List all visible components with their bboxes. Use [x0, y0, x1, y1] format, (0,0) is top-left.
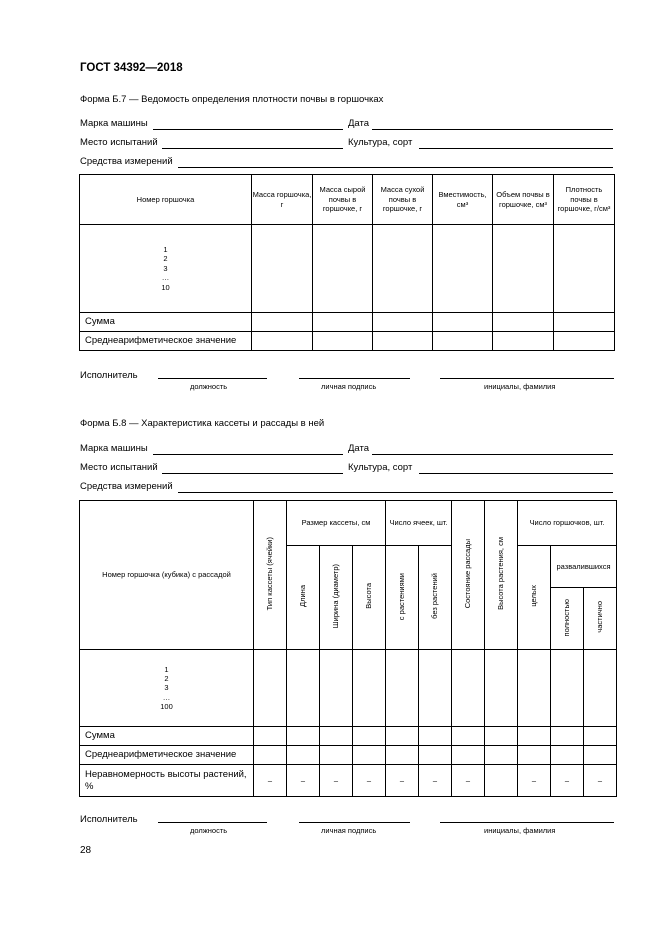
- executor-label: Исполнитель: [80, 370, 138, 381]
- row-numbers: 1 2 3 … 10: [80, 225, 252, 313]
- dash-cell: –: [320, 765, 353, 797]
- crop-label: Культура, сорт: [348, 462, 413, 473]
- table-cell[interactable]: [518, 650, 551, 727]
- row-mean-label: Среднеарифметическое значение: [80, 746, 254, 765]
- machine-line: [153, 454, 343, 455]
- col-plant-height: Высота растения, см: [485, 501, 518, 650]
- table-cell[interactable]: [386, 746, 419, 765]
- col-pots-count: Число горшочков, шт.: [518, 501, 617, 546]
- name-line: [440, 378, 614, 379]
- table-cell[interactable]: [551, 727, 584, 746]
- col-crumbling: развалившихся: [551, 546, 617, 588]
- col-width: Ширина (диаметр): [320, 546, 353, 650]
- col-partially: частично: [584, 588, 617, 650]
- means-line: [178, 492, 613, 493]
- table-cell[interactable]: [551, 746, 584, 765]
- table-cell[interactable]: [419, 746, 452, 765]
- name-caption: инициалы, фамилия: [484, 826, 556, 835]
- table-cell[interactable]: [287, 650, 320, 727]
- table-cell[interactable]: [485, 727, 518, 746]
- document-header: ГОСТ 34392—2018: [80, 62, 183, 74]
- table-cell[interactable]: [353, 727, 386, 746]
- position-line: [158, 378, 267, 379]
- date-label: Дата: [348, 118, 370, 129]
- row-mean-label: Среднеарифметическое значение: [80, 332, 252, 351]
- place-label: Место испытаний: [80, 462, 158, 473]
- col-pot-number: Номер горшочка (кубика) с рассадой: [80, 501, 254, 650]
- table-cell[interactable]: [254, 727, 287, 746]
- table-cell[interactable]: [373, 225, 433, 313]
- table-row: [80, 650, 617, 727]
- table-cell[interactable]: [433, 332, 493, 351]
- table-cell[interactable]: [485, 746, 518, 765]
- table-cell[interactable]: [320, 746, 353, 765]
- signature-caption: личная подпись: [321, 826, 377, 835]
- table-header-row: [80, 501, 617, 546]
- table-cell[interactable]: [313, 332, 373, 351]
- col-cells-count: Число ячеек, шт.: [386, 501, 452, 546]
- crop-line: [419, 473, 613, 474]
- col-soil-density: Плотность почвы в горшочке, г/см³: [554, 175, 615, 225]
- table-cell[interactable]: [252, 313, 313, 332]
- dash-cell: –: [386, 765, 419, 797]
- table-cell[interactable]: [419, 650, 452, 727]
- means-line: [178, 167, 613, 168]
- dash-cell: –: [551, 765, 584, 797]
- col-cassette-type: Тип кассеты (ячейки): [254, 501, 287, 650]
- place-label: Место испытаний: [80, 137, 158, 148]
- table-cell[interactable]: [353, 746, 386, 765]
- table-cell[interactable]: [287, 727, 320, 746]
- row-sum-label: Сумма: [80, 727, 254, 746]
- table-row: [80, 332, 615, 351]
- row-unevenness-label: Неравномерность высоты растений, %: [80, 765, 254, 797]
- table-cell[interactable]: [584, 650, 617, 727]
- table-cell[interactable]: [584, 727, 617, 746]
- table-row: [80, 313, 615, 332]
- table-cell[interactable]: [252, 332, 313, 351]
- position-caption: должность: [190, 826, 228, 835]
- col-dry-soil-mass: Масса сухой почвы в горшочке, г: [373, 175, 433, 225]
- table-cell[interactable]: [254, 746, 287, 765]
- col-capacity: Вместимость, см³: [433, 175, 493, 225]
- table-cell[interactable]: [320, 650, 353, 727]
- table-row: [80, 746, 617, 765]
- soil-density-table: [79, 174, 615, 351]
- table-cell[interactable]: [320, 727, 353, 746]
- means-label: Средства измерений: [80, 156, 173, 167]
- dash-cell: –: [254, 765, 287, 797]
- table-cell[interactable]: [313, 313, 373, 332]
- table-header-row: [80, 175, 615, 225]
- col-length: Длина: [287, 546, 320, 650]
- col-seedling-condition: Состояние рассады: [452, 501, 485, 650]
- cassette-table: [79, 500, 617, 797]
- table-cell[interactable]: [433, 225, 493, 313]
- table-cell[interactable]: [554, 313, 615, 332]
- position-line: [158, 822, 267, 823]
- col-wet-soil-mass: Масса сырой почвы в горшочке, г: [313, 175, 373, 225]
- col-pot-mass: Масса горшочка, г: [252, 175, 313, 225]
- place-line: [162, 148, 343, 149]
- dash-cell: –: [287, 765, 320, 797]
- position-caption: должность: [190, 382, 228, 391]
- col-fully: полностью: [551, 588, 584, 650]
- table-cell[interactable]: [313, 225, 373, 313]
- crop-line: [419, 148, 613, 149]
- table-cell[interactable]: [452, 650, 485, 727]
- dash-cell: –: [518, 765, 551, 797]
- table-row: [80, 727, 617, 746]
- row-numbers: 1 2 3 … 100: [80, 650, 254, 727]
- table-cell[interactable]: [518, 746, 551, 765]
- table-row: [80, 225, 615, 313]
- table-cell[interactable]: [452, 746, 485, 765]
- table-cell[interactable]: [386, 727, 419, 746]
- table-cell[interactable]: [551, 650, 584, 727]
- dash-cell: –: [452, 765, 485, 797]
- col-with-plants: с растениями: [386, 546, 419, 650]
- table-row: [80, 765, 617, 797]
- table-cell[interactable]: [254, 650, 287, 727]
- dash-cell: –: [584, 765, 617, 797]
- signature-line: [299, 378, 410, 379]
- col-cassette-size: Размер кассеты, см: [287, 501, 386, 546]
- table-cell[interactable]: [353, 650, 386, 727]
- date-line: [372, 129, 613, 130]
- table-cell[interactable]: [554, 225, 615, 313]
- date-label: Дата: [348, 443, 370, 454]
- machine-label: Марка машины: [80, 443, 148, 454]
- col-height: Высота: [353, 546, 386, 650]
- table-cell[interactable]: [493, 313, 554, 332]
- means-label: Средства измерений: [80, 481, 173, 492]
- name-caption: инициалы, фамилия: [484, 382, 556, 391]
- page-number: 28: [80, 845, 92, 856]
- table-cell[interactable]: [433, 313, 493, 332]
- table-cell[interactable]: [373, 332, 433, 351]
- signature-caption: личная подпись: [321, 382, 377, 391]
- table-cell[interactable]: [386, 650, 419, 727]
- table-cell[interactable]: [493, 332, 554, 351]
- dash-cell: –: [353, 765, 386, 797]
- name-line: [440, 822, 614, 823]
- col-without-plants: без растений: [419, 546, 452, 650]
- place-line: [162, 473, 343, 474]
- table-cell[interactable]: [485, 650, 518, 727]
- row-sum-label: Сумма: [80, 313, 252, 332]
- executor-label: Исполнитель: [80, 814, 138, 825]
- date-line: [372, 454, 613, 455]
- col-whole: целых: [518, 546, 551, 650]
- table-cell[interactable]: [584, 746, 617, 765]
- dash-cell: –: [419, 765, 452, 797]
- machine-label: Марка машины: [80, 118, 148, 129]
- table-cell[interactable]: [419, 727, 452, 746]
- col-soil-volume: Объем почвы в горшочке, см³: [493, 175, 554, 225]
- table-cell[interactable]: [554, 332, 615, 351]
- col-pot-number: Номер горшочка: [80, 175, 252, 225]
- crop-label: Культура, сорт: [348, 137, 413, 148]
- form-b7-title: Форма Б.7 — Ведомость определения плотности почвы в горшочках: [80, 94, 384, 105]
- table-cell[interactable]: [452, 727, 485, 746]
- table-cell[interactable]: [373, 313, 433, 332]
- table-cell[interactable]: [252, 225, 313, 313]
- table-cell[interactable]: [518, 727, 551, 746]
- signature-line: [299, 822, 410, 823]
- table-cell[interactable]: [287, 746, 320, 765]
- table-cell[interactable]: [493, 225, 554, 313]
- table-cell[interactable]: [485, 765, 518, 797]
- form-b8-title: Форма Б.8 — Характеристика кассеты и рассады в ней: [80, 418, 325, 429]
- machine-line: [153, 129, 343, 130]
